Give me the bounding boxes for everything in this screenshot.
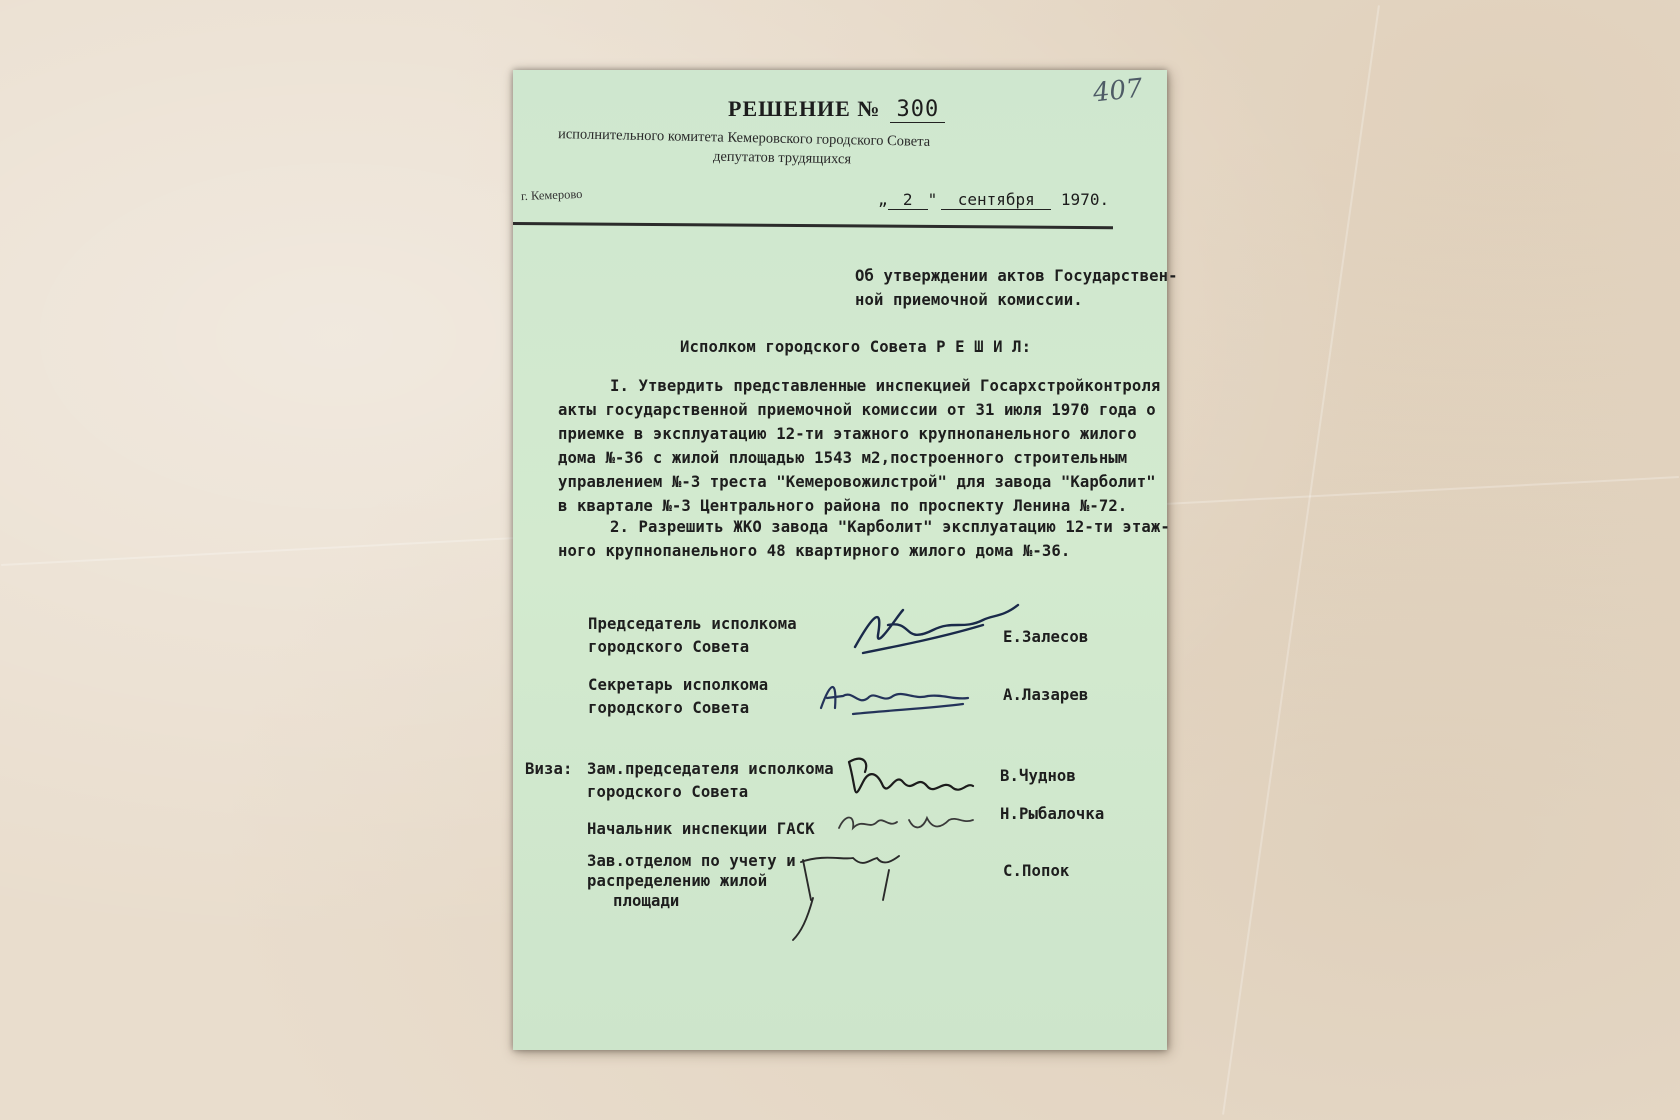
item2-line: ного крупнопанельного 48 квартирного жилого дома №-36. xyxy=(558,542,1071,560)
signature-zalesov xyxy=(843,575,1033,665)
date xyxy=(878,190,1109,210)
signature-lazarev xyxy=(813,670,983,730)
resolution-header: Исполком городского Совета Р Е Ш И Л: xyxy=(680,338,1032,356)
item1-line: дома №-36 с жилой площадью 1543 м2,построенного строительным xyxy=(558,449,1128,467)
item1-line: управлением №-3 треста "Кемеровожилстрой" для завода "Карболит" xyxy=(558,473,1156,491)
date-year: 1970. xyxy=(1060,190,1110,209)
visa-name: Н.Рыбалочка xyxy=(1000,805,1105,823)
archive-number: 407 xyxy=(1091,73,1145,109)
visa-title: распределению жилой xyxy=(587,872,768,890)
subject-line-2: ной приемочной комиссии. xyxy=(855,291,1083,309)
visa-title: площади xyxy=(613,892,680,910)
org-line-2: депутатов трудящихся xyxy=(712,148,852,168)
signatory-title: Председатель исполкома xyxy=(588,615,797,633)
document-title xyxy=(728,96,945,123)
header-rule xyxy=(513,222,1113,229)
date-quote: „ xyxy=(878,190,888,209)
signature-popok xyxy=(783,840,923,950)
subject-line-1: Об утверждении актов Государствен- xyxy=(855,267,1178,285)
visa-label: Виза: xyxy=(525,760,573,778)
item1-line: I. Утвердить представленные инспекцией Госархстройконтроля xyxy=(610,377,1161,395)
signatory-title: городского Совета xyxy=(588,638,750,656)
signatory-title: городского Совета xyxy=(588,699,750,717)
background-crease xyxy=(1222,5,1380,1114)
item1-line: акты государственной приемочной комиссии от 31 июля 1970 года о xyxy=(558,401,1156,419)
decision-number: 300 xyxy=(890,97,945,123)
item2-line: 2. Разрешить ЖКО завода "Карболит" эксплуатацию 12-ти этаж- xyxy=(610,518,1170,536)
date-month: сентября xyxy=(941,190,1051,210)
document-sheet xyxy=(513,70,1178,1050)
item1-line: приемке в эксплуатацию 12-ти этажного крупнопанельного жилого xyxy=(558,425,1137,443)
org-line-1: исполнительного комитета Кемеровского городского Совета xyxy=(557,126,931,150)
date-quote: " xyxy=(927,190,938,209)
visa-title: городского Совета xyxy=(587,783,749,801)
item1-line: в квартале №-3 Центрального района по проспекту Ленина №-72. xyxy=(558,497,1128,515)
signatory-title: Секретарь исполкома xyxy=(588,676,769,694)
signatory-name: Е.Залесов xyxy=(1003,628,1089,646)
city: г. Кемерово xyxy=(520,186,583,204)
visa-title: Зам.председателя исполкома xyxy=(587,760,834,778)
signatory-name: А.Лазарев xyxy=(1003,686,1089,704)
visa-title: Зав.отделом по учету и xyxy=(587,852,796,870)
visa-title: Начальник инспекции ГАСК xyxy=(587,820,815,838)
title-word: РЕШЕНИЕ № xyxy=(728,96,881,121)
date-day: 2 xyxy=(888,190,928,210)
visa-name: В.Чуднов xyxy=(1000,767,1076,785)
visa-name: С.Попок xyxy=(1003,862,1070,880)
